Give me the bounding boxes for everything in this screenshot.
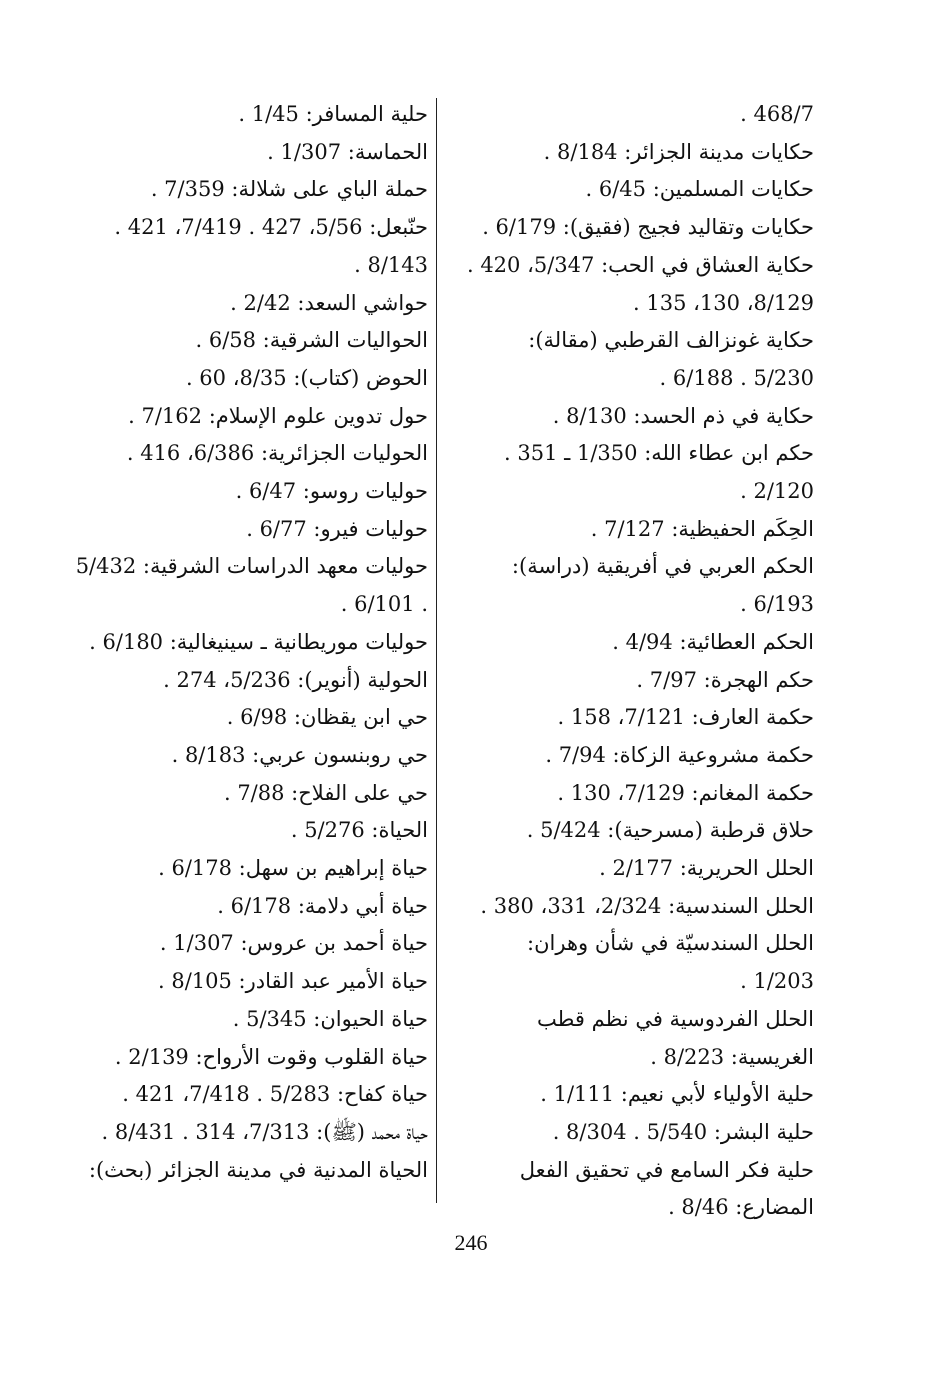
index-entry: حكاية في ذم الحسد: 8/130 . — [552, 403, 814, 428]
index-entry: حكاية غونزالف القرطبي (مقالة): 5/230 . 6/188 . — [528, 328, 814, 390]
index-entry: الحلل السندسية: 2/324، 331، 380 . — [480, 893, 814, 918]
index-entry: الحياة المدنية في مدينة الجزائر (بحث): — [88, 1157, 428, 1182]
index-entry: الحماسة: 1/307 . — [267, 139, 428, 164]
index-entry: حياة أبي دلامة: 6/178 . — [217, 893, 428, 918]
index-entry: حملة الباي على شلالة: 7/359 . — [150, 177, 428, 202]
index-entry: حوليات روسو: 6/47 . — [235, 479, 428, 504]
index-entry: حكمة المغانم: 7/129، 130 . — [557, 780, 814, 805]
index-entry: حكمة العارف: 7/121، 158 . — [557, 705, 814, 730]
index-entry: الحوض (كتاب): 8/35، 60 . — [185, 365, 428, 390]
index-entry: حياة القلوب وقوت الأرواح: 2/139 . — [114, 1044, 428, 1069]
index-entry: حي روبنسون عربي: 8/183 . — [171, 742, 428, 767]
index-entry: الحولية (أنوير): 5/236، 274 . — [163, 667, 428, 692]
index-entry: حياة إبراهيم بن سهل: 6/178 . — [158, 856, 428, 881]
index-entry: حوليات فيرو: 6/77 . — [246, 516, 428, 541]
index-entry: الحلل السندسيّة في شأن وهران: 1/203 . — [527, 931, 814, 994]
index-entry: حي على الفلاح: 7/88 . — [223, 780, 428, 805]
index-entry: حكم الهجرة: 7/97 . — [636, 667, 814, 692]
index-entry: حكاية العشاق في الحب: 5/347، 420 . 8/129، 130، 135 . — [466, 252, 814, 315]
index-entry: حواشي السعد: 2/42 . — [230, 290, 428, 315]
index-entry: حكايات مدينة الجزائر: 8/184 . — [543, 139, 814, 164]
index-entry: حلية البشر: 5/540 . 8/304 . — [552, 1119, 814, 1144]
index-entry: حكم ابن عطاء الله: 1/350 ـ 351 . 2/120 . — [504, 441, 814, 504]
index-entry: حلية المسافر: 1/45 . — [238, 102, 428, 126]
index-entry: الحِكَم الحفيظية: 7/127 . — [590, 516, 814, 541]
index-entry: حياة أحمد بن عروس: 1/307 . — [159, 931, 428, 956]
index-entry: حول تدوين علوم الإسلام: 7/162 . — [128, 403, 428, 428]
index-entry: حوليات موريطانية ـ سينيغالية: 6/180 . — [89, 629, 428, 654]
index-entry: حلية فكر السامع في تحقيق الفعل المضارع: 8/46 . — [519, 1157, 814, 1220]
index-entry: حياة كفاح: 5/283 . 7/418، 421 . — [122, 1082, 428, 1107]
index-entry: الحوليات الجزائرية: 6/386، 416 . — [126, 441, 428, 466]
index-entry: حكايات وتقاليد فجيج (فقيق): 6/179 . — [482, 215, 814, 240]
index-entry: الحلل الحريرية: 2/177 . — [599, 856, 814, 881]
index-entry: الحواليات الشرقية: 6/58 . — [195, 328, 428, 353]
index-entry: حي ابن يقظان: 6/98 . — [226, 705, 428, 730]
index-entry: حكمة مشروعية الزكاة: 7/94 . — [545, 742, 814, 767]
index-entry: حياة محمد (ﷺ): 7/313، 314 . 8/431 . — [101, 1119, 428, 1144]
index-entry: حلاق قرطبة (مسرحية): 5/424 . — [526, 818, 814, 843]
index-entry: حنّبعل: 5/56، 427 . 7/419، 421 . 8/143 . — [114, 215, 428, 277]
index-entry: الحلل الفردوسية في نظم قطب الغريسية: 8/223 . — [537, 1006, 814, 1069]
left-column — [73, 96, 428, 1189]
right-column — [464, 96, 814, 1227]
index-entry: 468/7 . — [740, 102, 814, 126]
index-entry: حكايات المسلمين: 6/45 . — [585, 177, 814, 202]
column-divider — [436, 98, 437, 1203]
index-entry: الحكم العربي في أفريقية (دراسة): 6/193 . — [511, 554, 814, 617]
index-entry: حوليات معهد الدراسات الشرقية: 5/432 . 6/101 . — [75, 554, 428, 617]
index-entry: الحياة: 5/276 . — [290, 818, 428, 843]
index-entry: الحكم العطائية: 4/94 . — [612, 629, 814, 654]
index-entry: حلية الأولياء لأبي نعيم: 1/111 . — [540, 1082, 814, 1107]
index-entry: حياة الأمير عبد القادر: 8/105 . — [157, 969, 428, 994]
index-entry: حياة الحيوان: 5/345 . — [232, 1006, 428, 1031]
page-number: 246 — [454, 1230, 488, 1255]
